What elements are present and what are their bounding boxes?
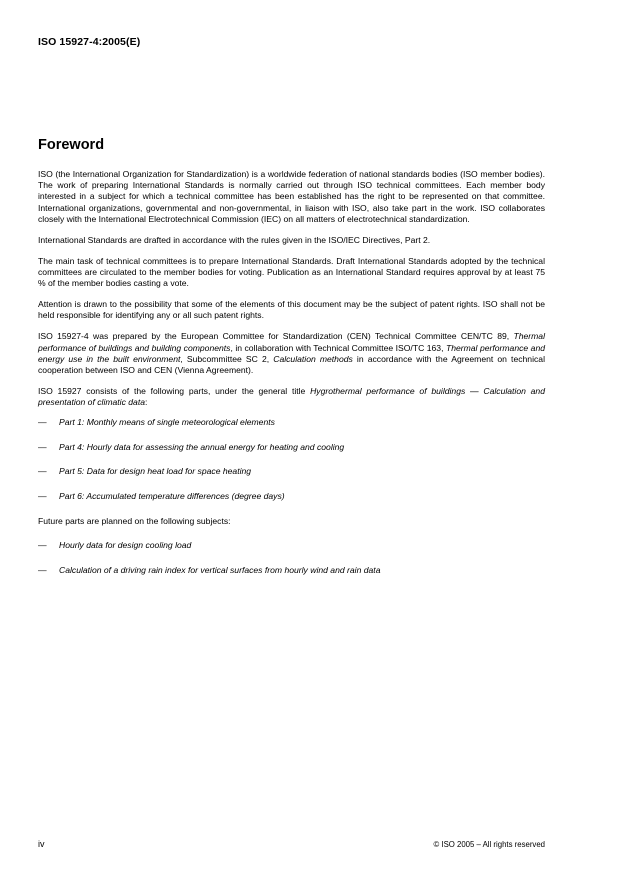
future-parts-intro: Future parts are planned on the following subjects: <box>38 515 231 526</box>
document-id-header: ISO 15927-4:2005(E) <box>38 36 141 48</box>
paragraph-parts-intro <box>38 386 545 408</box>
text-span: ISO 15927 consists of the following parts, under the general title <box>38 386 311 397</box>
list-item-text: Part 4: Hourly data for assessing the annual energy for heating and cooling <box>59 441 345 452</box>
foreword-body <box>38 169 545 590</box>
text-span: , in collaboration with Technical Committee ISO/TC 163, <box>230 342 446 353</box>
list-item-text: Hourly data for design cooling load <box>59 540 192 551</box>
list-item <box>38 417 545 428</box>
list-item <box>38 540 545 551</box>
page-number: iv <box>38 839 45 849</box>
dash-bullet: — <box>38 540 47 551</box>
general-title-italic: Hygrothermal performance of buildings — Calculation and presentation of climatic data <box>38 386 545 408</box>
paragraph-prepared-by <box>38 331 545 376</box>
list-item-text: Calculation of a driving rain index for vertical surfaces from hourly wind and rain data <box>59 565 381 576</box>
dash-bullet: — <box>38 416 47 427</box>
page-title: Foreword <box>38 137 105 153</box>
copyright-notice: © ISO 2005 – All rights reserved <box>433 840 545 849</box>
list-item <box>38 491 545 502</box>
paragraph-iso-intro: ISO (the International Organization for Standardization) is a worldwide federation of national standards bodies (ISO member bodies). The work of preparing International Standards is normally carried out through ISO technical committees. Each member body interested in a subject for which a technical committee has been established has the right to be represented on that committee. International organizations, governmental and non-governmental, in liaison with ISO, also take part in the work. ISO collaborates closely with the International Electrotechnical Commission (IEC) on all matters of electrotechnical standardization. <box>38 169 545 224</box>
list-item <box>38 466 545 477</box>
paragraph-main-task: The main task of technical committees is to prepare International Standards. Draft International Standards adopted by the technical committees are circulated to the member bodies for voting. Publication as an International Standard requires approval by at least 75 % of the member bodies casting a vote. <box>38 255 545 289</box>
list-item <box>38 565 545 576</box>
list-item <box>38 442 545 453</box>
list-item-text: Part 5: Data for design heat load for space heating <box>59 466 252 477</box>
dash-bullet: — <box>38 565 47 576</box>
dash-bullet: — <box>38 466 47 477</box>
text-span: : <box>145 397 148 408</box>
committee-title-italic: Thermal performance and energy use in the built environment <box>38 342 545 364</box>
text-span: , Subcommittee SC 2, <box>180 353 274 364</box>
list-item-text: Part 6: Accumulated temperature differences (degree days) <box>59 491 285 502</box>
list-item-text: Part 1: Monthly means of single meteorological elements <box>59 416 275 427</box>
subcommittee-title-italic: Calculation methods <box>273 353 353 364</box>
dash-bullet: — <box>38 491 47 502</box>
dash-bullet: — <box>38 441 47 452</box>
text-span: in accordance with the Agreement on technical cooperation between ISO and CEN (Vienna Agreement). <box>38 353 545 376</box>
paragraph-directives: International Standards are drafted in accordance with the rules given in the ISO/IEC Directives, Part 2. <box>38 234 431 245</box>
committee-title-italic: Thermal performance of buildings and building components <box>38 331 545 353</box>
text-span: ISO 15927-4 was prepared by the European Committee for Standardization (CEN) Technical Committee CEN/TC 89, <box>38 331 514 342</box>
paragraph-patent-rights: Attention is drawn to the possibility that some of the elements of this document may be the subject of patent rights. ISO shall not be held responsible for identifying any or all such patent rights. <box>38 299 545 321</box>
